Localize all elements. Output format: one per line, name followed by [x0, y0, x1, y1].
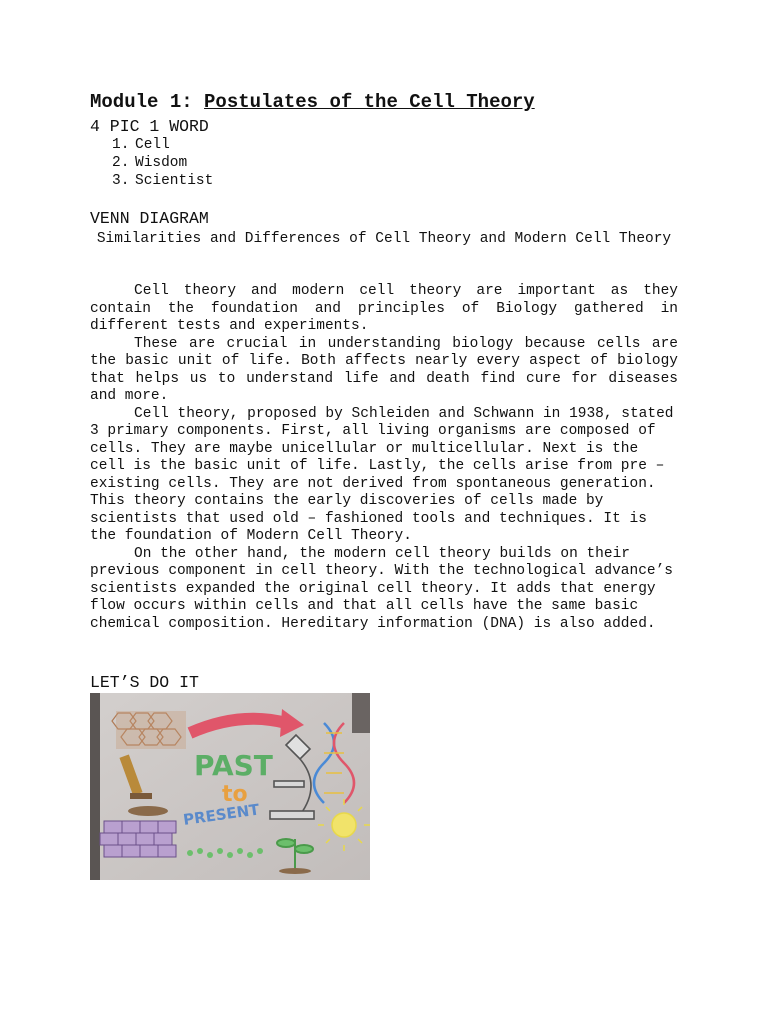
list-item: 1. Cell: [112, 137, 170, 153]
list-item: 2. Wisdom: [112, 155, 188, 171]
module-title: Postulates of the Cell Theory: [204, 91, 535, 113]
paragraph: On the other hand, the modern cell theory builds on their previous component in cell theory. With the technological advance’s scientists expanded the original cell theory. It adds that energy flow occurs within cells and that all cells have the same basic chemical composition. Hereditary information (DNA) is also added.: [90, 545, 673, 632]
page-title: [90, 91, 535, 113]
drawing-photo: [90, 693, 370, 880]
venn-subtitle: Similarities and Differences of Cell Theory and Modern Cell Theory: [96, 231, 672, 247]
drawing-word-present: PRESENT: [182, 800, 261, 829]
paragraph: These are crucial in understanding biology because cells are the basic unit of life. Both affects nearly every aspect of biology that helps us to understand life and death find cure for diseases and more.: [90, 335, 678, 404]
drawing-word-to: to: [222, 782, 248, 807]
essay-body: [90, 283, 678, 633]
answer-list: [112, 136, 213, 190]
section-heading-4pic1word: 4 PIC 1 WORD: [90, 117, 209, 136]
module-prefix: Module 1:: [90, 91, 205, 113]
section-heading-lets-do-it: LET’S DO IT: [90, 673, 199, 692]
section-heading-venn: VENN DIAGRAM: [90, 209, 209, 228]
past-to-present-drawing: [90, 693, 370, 880]
plant-cells-sketch: [100, 821, 176, 857]
list-item: 3. Scientist: [112, 173, 214, 189]
drawing-word-past: PAST: [194, 749, 273, 782]
paragraph: Cell theory, proposed by Schleiden and Schwann in 1938, stated 3 primary components. First, all living organisms are composed of cells. They are maybe unicellular or multicellular. Next is the cell is the basic unit of life. Lastly, the cells arise from pre – existing cells. They are not derived from spontaneous generation. This theory contains the early discoveries of cells made by scientists that used old – fashioned tools and techniques. It is the foundation of Modern Cell Theory.: [90, 405, 674, 544]
paragraph: Cell theory and modern cell theory are important as they contain the foundation and principles of Biology gathered in different tests and experiments.: [90, 283, 678, 334]
